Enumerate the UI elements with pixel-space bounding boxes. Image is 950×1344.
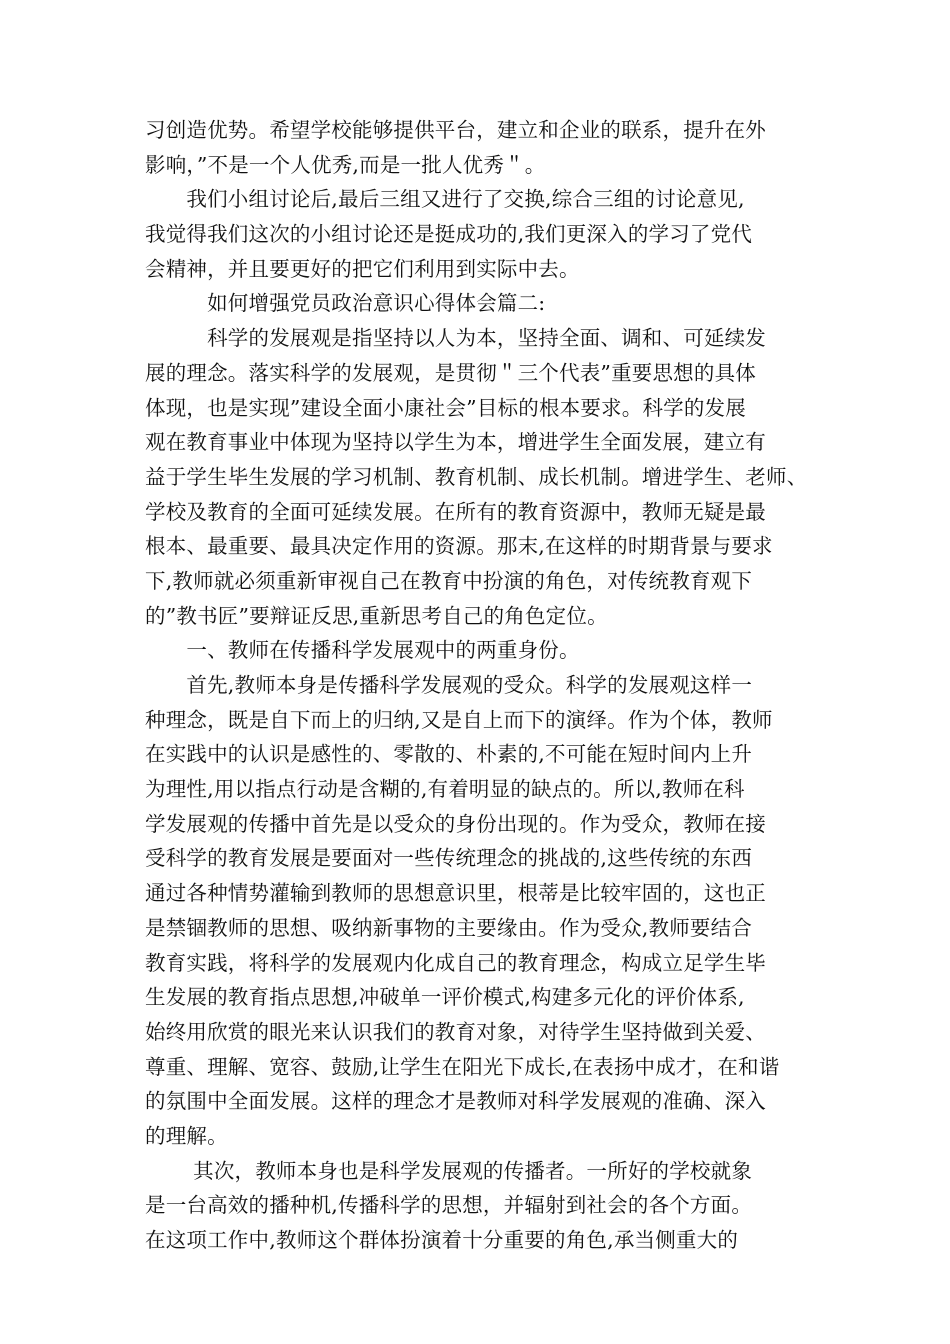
text-line: 如何增强党员政治意识心得体会篇二:	[145, 291, 546, 316]
text-line: 我们小组讨论后,最后三组又进行了交换,综合三组的讨论意见,	[145, 187, 745, 212]
text-line: 会精神，并且要更好的把它们利用到实际中去。	[145, 256, 580, 281]
text-line: 益于学生毕生发展的学习机制、教育机制、成长机制。增进学生、老师、	[145, 464, 808, 489]
text-line: 首先,教师本身是传播科学发展观的受众。科学的发展观这样一	[145, 673, 753, 697]
text-line: 是禁锢教师的思想、吸纳新事物的主要缘由。作为受众,教师要结合	[145, 915, 753, 940]
text-line: 学校及教育的全面可延续发展。在所有的教育资源中，教师无疑是最	[145, 499, 766, 524]
text-line: 通过各种情势灌输到教师的思想意识里，根蒂是比较牢固的，这也正	[145, 881, 766, 906]
text-line: 种理念，既是自下而上的归纳,又是自上而下的演绎。作为个体，教师	[145, 707, 773, 732]
text-line: 生发展的教育指点思想,冲破单一评价模式,构建多元化的评价体系,	[145, 985, 745, 1010]
text-line: 我觉得我们这次的小组讨论还是挺成功的,我们更深入的学习了党代	[145, 222, 753, 247]
text-line: 科学的发展观是指坚持以人为本，坚持全面、调和、可延续发	[145, 326, 766, 351]
text-line: 尊重、理解、宽容、鼓励,让学生在阳光下成长,在表扬中成才，在和谐	[145, 1054, 780, 1079]
text-line: 的理解。	[145, 1123, 228, 1148]
text-line: 教育实践，将科学的发展观内化成自己的教育理念，构成立足学生毕	[145, 950, 766, 975]
text-line: 学发展观的传播中首先是以受众的身份出现的。作为受众，教师在接	[145, 811, 766, 836]
text-line: 其次，教师本身也是科学发展观的传播者。一所好的学校就象	[145, 1158, 753, 1183]
text-line: 展的理念。落实科学的发展观，是贯彻＂三个代表”重要思想的具体	[145, 360, 756, 385]
text-line: 习创造优势。希望学校能够提供平台，建立和企业的联系，提升在外	[145, 118, 766, 142]
text-line: 为理性,用以指点行动是含糊的,有着明显的缺点的。所以,教师在科	[145, 777, 745, 802]
text-line: 受科学的教育发展是要面对一些传统理念的挑战的,这些传统的东西	[145, 846, 753, 871]
text-line: 观在教育事业中体现为坚持以学生为本，增进学生全面发展，建立有	[145, 430, 766, 455]
text-line: 的氛围中全面发展。这样的理念才是教师对科学发展观的准确、深入	[145, 1089, 766, 1114]
text-line: 下,教师就必须重新审视自己在教育中扮演的角色，对传统教育观下	[145, 568, 753, 593]
text-line: 是一台高效的播种机,传播科学的思想，并辐射到社会的各个方面。	[145, 1193, 753, 1218]
text-line: 一、教师在传播科学发展观中的两重身份。	[145, 638, 580, 663]
text-line: 根本、最重要、最具决定作用的资源。那末,在这样的时期背景与要求	[145, 534, 773, 559]
text-line: 的”教书匠”要辩证反思,重新思考自己的角色定位。	[145, 603, 608, 628]
text-line: 在这项工作中,教师这个群体扮演着十分重要的角色,承当侧重大的	[145, 1228, 739, 1252]
text-line: 在实践中的认识是感性的、零散的、朴素的,不可能在短时间内上升	[145, 742, 753, 767]
document-body	[145, 113, 811, 1258]
text-line: 影响，”不是一个人优秀,而是一批人优秀＂。	[145, 152, 546, 177]
text-line: 始终用欣赏的眼光来认识我们的教育对象，对待学生坚持做到关爱、	[145, 1019, 766, 1044]
text-line: 体现，也是实现”建设全面小康社会”目标的根本要求。科学的发展	[145, 395, 746, 420]
